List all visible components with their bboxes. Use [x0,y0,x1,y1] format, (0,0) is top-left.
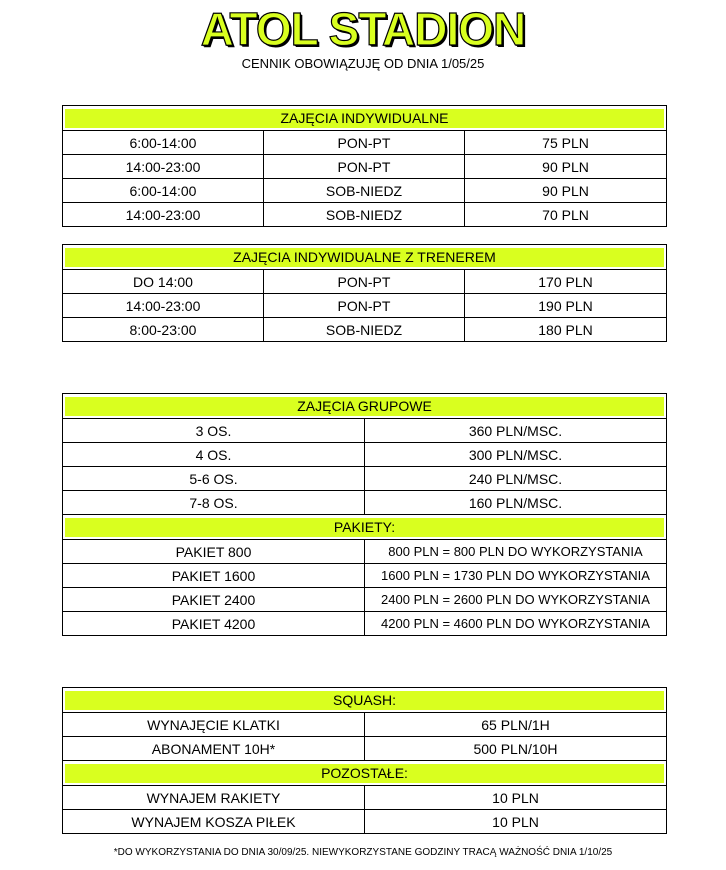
time-range-cell: 14:00-23:00 [63,155,264,179]
days-cell: PON-PT [264,294,465,318]
package-name-cell: PAKIET 800 [63,540,365,564]
section-header-individual: ZAJĘCIA INDYWIDUALNE [65,109,664,128]
trainer-sessions-table [62,244,667,342]
group-size-cell: 3 OS. [63,419,365,443]
table-row [63,612,667,636]
days-cell: SOB-NIEDZ [264,203,465,227]
table-row [63,203,667,227]
days-cell: PON-PT [264,131,465,155]
group-size-cell: 4 OS. [63,443,365,467]
table-row [63,179,667,203]
table-row [63,810,667,834]
table-header-row [63,515,667,540]
individual-sessions-table [62,105,667,227]
section-header-trainer: ZAJĘCIA INDYWIDUALNE Z TRENEREM [65,248,664,267]
price-cell: 10 PLN [365,810,667,834]
days-cell: PON-PT [264,155,465,179]
days-cell: PON-PT [264,270,465,294]
table-header-row [63,761,667,786]
table-row [63,443,667,467]
table-row [63,155,667,179]
price-cell: 75 PLN [465,131,667,155]
service-name-cell: WYNAJEM KOSZA PIŁEK [63,810,365,834]
table-row [63,713,667,737]
table-row [63,737,667,761]
price-cell: 90 PLN [465,155,667,179]
footnote: *DO WYKORZYSTANIA DO DNIA 30/09/25. NIEWYKORZYSTANE GODZINY TRACĄ WAŻNOŚĆ DNIA 1/10/25 [113,847,613,858]
price-cell: 90 PLN [465,179,667,203]
table-row [63,786,667,810]
section-header-packages: PAKIETY: [65,518,664,537]
package-value-cell: 1600 PLN = 1730 PLN DO WYKORZYSTANIA [365,564,667,588]
package-name-cell: PAKIET 4200 [63,612,365,636]
table-row [63,540,667,564]
days-cell: SOB-NIEDZ [264,179,465,203]
service-name-cell: ABONAMENT 10H* [63,737,365,761]
service-name-cell: WYNAJĘCIE KLATKI [63,713,365,737]
page-title: ATOL STADION [200,3,526,55]
price-cell: 180 PLN [465,318,667,342]
price-cell: 65 PLN/1H [365,713,667,737]
section-header-squash: SQUASH: [65,691,664,710]
package-name-cell: PAKIET 1600 [63,564,365,588]
price-cell: 10 PLN [365,786,667,810]
table-row [63,318,667,342]
price-cell: 190 PLN [465,294,667,318]
table-header-row [63,394,667,419]
table-row [63,564,667,588]
section-header-other: POZOSTAŁE: [65,764,664,783]
price-cell: 360 PLN/MSC. [365,419,667,443]
table-header-row [63,245,667,270]
package-name-cell: PAKIET 2400 [63,588,365,612]
table-row [63,131,667,155]
table-row [63,588,667,612]
time-range-cell: 6:00-14:00 [63,179,264,203]
group-size-cell: 5-6 OS. [63,467,365,491]
table-header-row [63,106,667,131]
price-cell: 70 PLN [465,203,667,227]
time-range-cell: 8:00-23:00 [63,318,264,342]
table-row [63,491,667,515]
time-range-cell: 14:00-23:00 [63,294,264,318]
table-header-row [63,688,667,713]
group-size-cell: 7-8 OS. [63,491,365,515]
package-value-cell: 800 PLN = 800 PLN DO WYKORZYSTANIA [365,540,667,564]
section-header-group: ZAJĘCIA GRUPOWE [65,397,664,416]
table-row [63,270,667,294]
group-sessions-table [62,393,667,636]
squash-table [62,687,667,834]
table-row [63,467,667,491]
price-cell: 300 PLN/MSC. [365,443,667,467]
service-name-cell: WYNAJEM RAKIETY [63,786,365,810]
price-cell: 160 PLN/MSC. [365,491,667,515]
price-list-validity: CENNIK OBOWIĄZUJĘ OD DNIA 1/05/25 [241,56,485,71]
package-value-cell: 4200 PLN = 4600 PLN DO WYKORZYSTANIA [365,612,667,636]
table-row [63,294,667,318]
price-cell: 240 PLN/MSC. [365,467,667,491]
days-cell: SOB-NIEDZ [264,318,465,342]
time-range-cell: 6:00-14:00 [63,131,264,155]
time-range-cell: 14:00-23:00 [63,203,264,227]
time-range-cell: DO 14:00 [63,270,264,294]
price-cell: 500 PLN/10H [365,737,667,761]
price-cell: 170 PLN [465,270,667,294]
table-row [63,419,667,443]
package-value-cell: 2400 PLN = 2600 PLN DO WYKORZYSTANIA [365,588,667,612]
